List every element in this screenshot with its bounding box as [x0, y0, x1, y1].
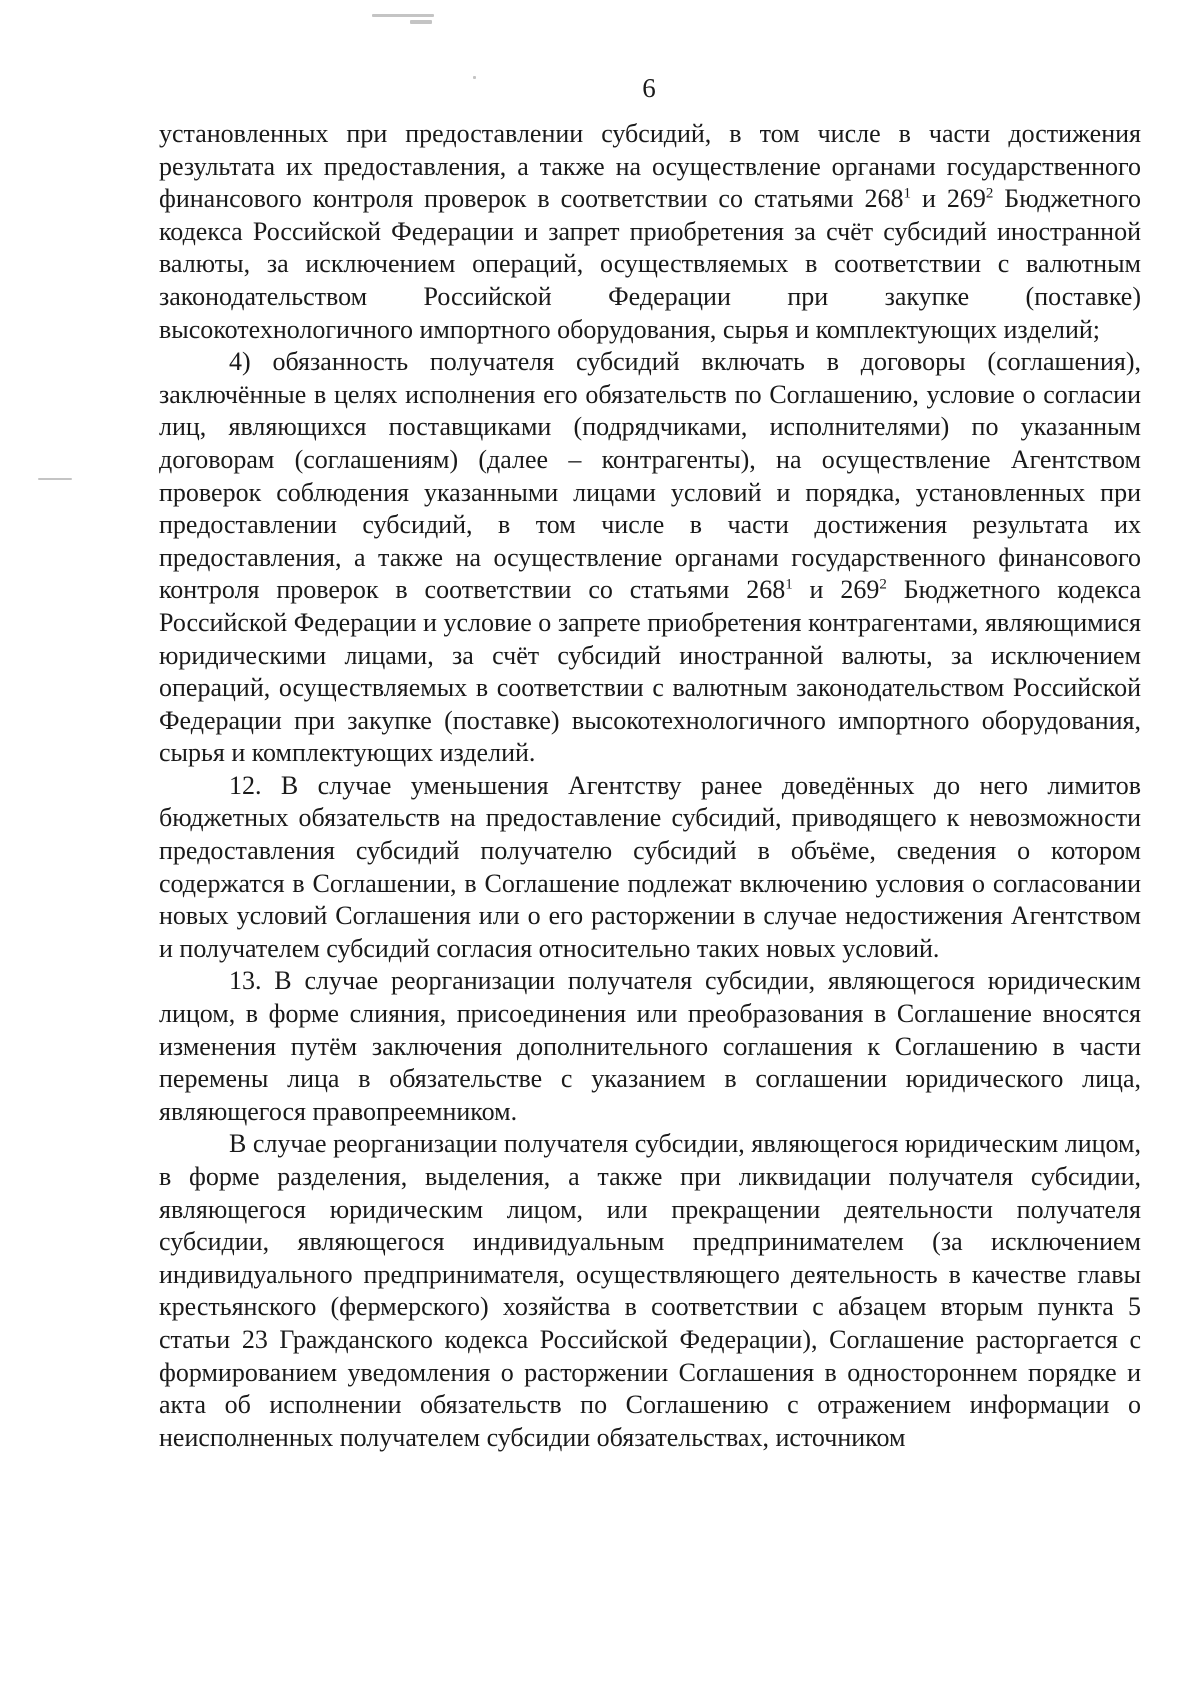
paragraph-text: и 269	[792, 575, 880, 605]
paragraph-item-4	[159, 346, 1141, 770]
paragraph-text: Бюджетного кодекса Российской Федерации и условие о запрете приобретения контрагентами, являющимися юридическими лицами, за счёт субсидий иностранной валюты, за исключением операций, осуществляемых в соответствии с валютным законодательством Российской Федерации при закупке (поставке) высокотехнологичного импортного оборудования, сырья и комплектующих изделий.	[159, 575, 1141, 768]
superscript: 2	[879, 576, 887, 593]
scan-artifact-top	[372, 14, 434, 17]
paragraph-reorganization: В случае реорганизации получателя субсидии, являющегося юридическим лицом, в форме разделения, выделения, а также при ликвидации получателя субсидии, являющегося юридическим лицом, или прекращении деятельности получателя субсидии, являющегося индивидуальным предпринимателем (за исключением индивидуального предпринимателя, осуществляющего деятельность в качестве главы крестьянского (фермерского) хозяйства в соответствии с абзацем вторым пункта 5 статьи 23 Гражданского кодекса Российской Федерации), Соглашение расторгается с формированием уведомления о расторжении Соглашения в одностороннем порядке и акта об исполнении обязательств по Соглашению с отражением информации о неисполненных получателем субсидии обязательствах, источником	[159, 1129, 1141, 1452]
scan-artifact-left	[38, 478, 72, 480]
paragraph-continuation	[159, 118, 1141, 346]
paragraph-12: 12. В случае уменьшения Агентству ранее доведённых до него лимитов бюджетных обязательств на предоставление субсидий, приводящего к невозможности предоставления субсидий получателю субсидий в объёме, сведения о котором содержатся в Соглашении, в Соглашение подлежат включению условия о согласовании новых условий Соглашения или о его расторжении в случае недостижения Агентством и получателем субсидий согласия относительно таких новых условий.	[159, 770, 1141, 963]
paragraph-text: и 269	[911, 184, 986, 214]
superscript: 2	[985, 185, 994, 202]
scan-artifact-top-2	[410, 20, 432, 24]
document-body	[159, 118, 1141, 1454]
paragraph-text: Бюджетного кодекса Российской Федерации и запрет приобретения за счёт субсидий иностранной валюты, за исключением операций, осуществляемых в соответствии с валютным законодательством Российской Федерации при закупке (поставке) высокотехнологичного импортного оборудования, сырья и комплектующих изделий;	[159, 184, 1141, 344]
paragraph-text: 4) обязанность получателя субсидий включать в договоры (соглашения), заключённые в целях исполнения его обязательств по Соглашению, условие о согласии лиц, являющихся поставщиками (подрядчиками, исполнителями) по указанным договорам (соглашениям) (далее – контрагенты), на осуществление Агентством проверок соблюдения указанными лицами условий и порядка, установленных при предоставлении субсидий, в том числе в части достижения результата их предоставления, а также на осуществление органами государственного финансового контроля проверок в соответствии со статьями 268	[159, 347, 1141, 605]
page-number: 6	[642, 73, 656, 103]
paragraph-text: установленных при предоставлении субсидий, в том числе в части достижения результата их предоставления, а также на осуществление органами государственного финансового контроля проверок в соответствии со статьями 268	[159, 119, 1141, 214]
superscript: 1	[903, 185, 911, 202]
superscript: 1	[785, 576, 793, 593]
paragraph-13: 13. В случае реорганизации получателя субсидии, являющегося юридическим лицом, в форме слияния, присоединения или преобразования в Соглашение вносятся изменения путём заключения дополнительного соглашения к Соглашению в части перемены лица в обязательстве с указанием в соглашении юридического лица, являющегося правопреемником.	[159, 966, 1141, 1126]
